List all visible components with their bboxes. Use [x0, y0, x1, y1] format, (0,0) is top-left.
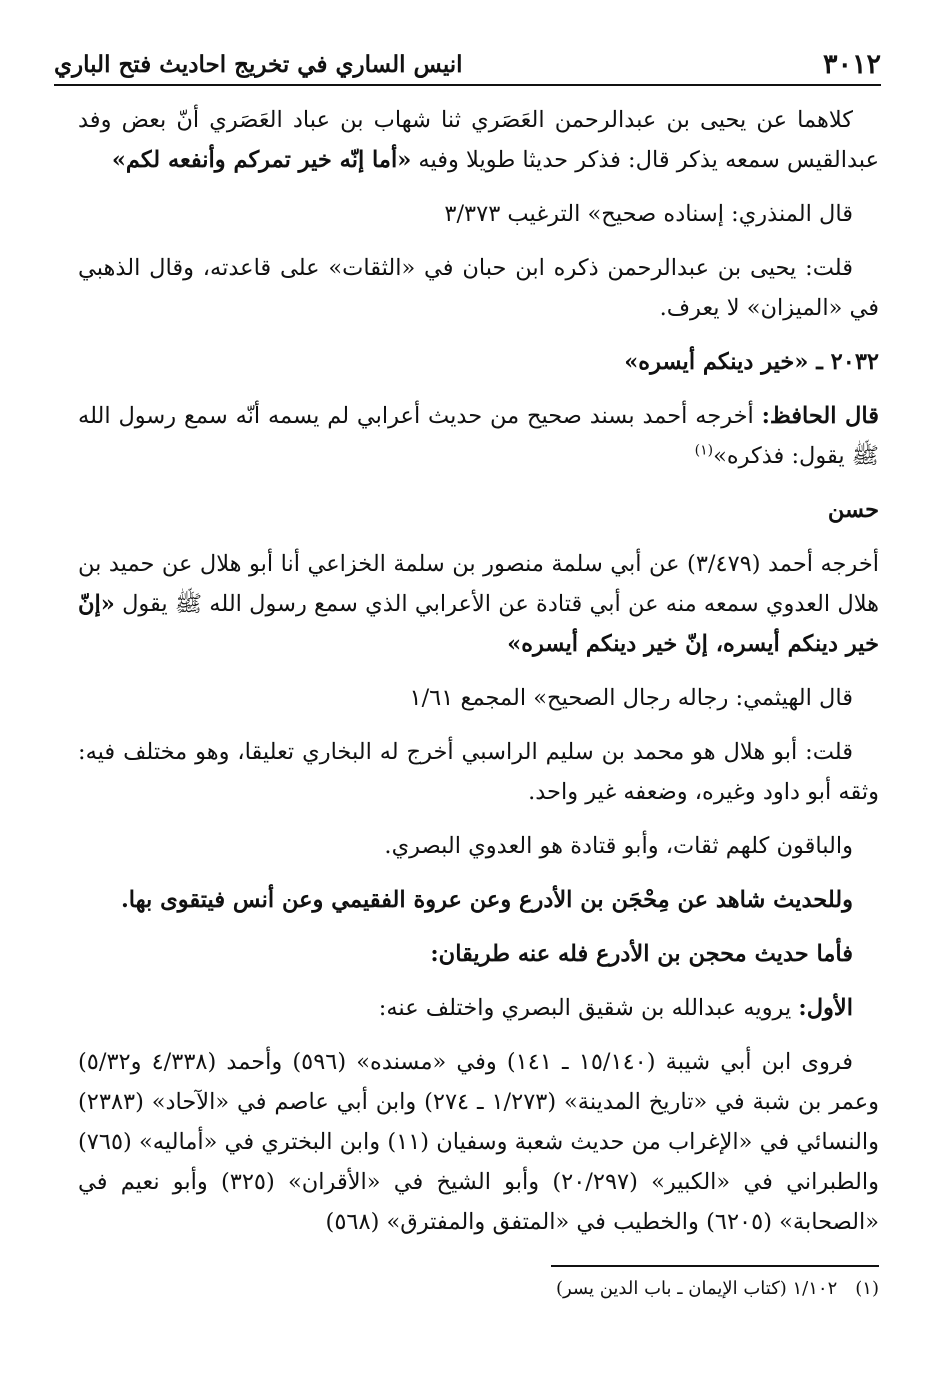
paragraph-12: فأما حديث محجن بن الأدرع فله عنه طريقان: — [430, 941, 853, 967]
paragraph-7 — [78, 544, 879, 664]
paragraph-1-quote: «أما إنّه خير تمركم وأنفعه لكم» — [111, 147, 412, 173]
paragraph-14: فروى ابن أبي شيبة (١٥/١٤٠ ـ ١٤١) وفي «مسنده» (٥٩٦) وأحمد (٤/٣٣٨ و٥/٣٢) وعمر بن شبة في «تاريخ المدينة» (١/٢٧٣ ـ ٢٧٤) وابن أبي عاصم في «الآحاد» (٢٣٨٣) والنسائي في «الإغراب من حديث شعبة وسفيان (١١) وابن البختري في «أماليه» (٧٦٥) والطبراني في «الكبير» (٢٠/٢٩٧) وأبو الشيخ في «الأقران» (٣٢٥) وأبو نعيم في «الصحابة» (٦٢٠٥) والخطيب في «المتفق والمفترق» (٥٦٨) — [78, 1049, 880, 1235]
paragraph-8: قال الهيثمي: رجاله رجال الصحيح» المجمع ١/٦١ — [409, 685, 853, 711]
book-title: انيس الساري في تخريج احاديث فتح الباري — [54, 51, 463, 78]
running-header — [54, 40, 881, 86]
paragraph-1 — [78, 100, 879, 180]
paragraph-13-lead: الأول: — [798, 995, 853, 1021]
footnote-ref: (١) — [694, 442, 714, 459]
paragraph-11: وللحديث شاهد عن مِحْجَن بن الأدرع وعن عروة الفقيمي وعن أنس فيتقوى بها. — [120, 887, 853, 913]
paragraph-13-text: يرويه عبدالله بن شقيق البصري واختلف عنه: — [378, 995, 799, 1021]
footnote-divider — [551, 1265, 879, 1267]
footnote — [78, 1274, 879, 1304]
paragraph-1-text: كلاهما عن يحيى بن عبدالرحمن العَصَري ثنا شهاب بن عباد العَصَري أنّ بعض وفد عبدالقيس سمعه يذكر قال: فذكر حديثا طويلا وفيه — [78, 107, 879, 173]
paragraph-5-text: أخرجه أحمد بسند صحيح من حديث أعرابي لم يسمه أنّه سمع رسول الله ﷺ يقول: فذكره» — [78, 403, 879, 469]
page-number: ٣٠١٢ — [822, 49, 881, 80]
paragraph-13 — [78, 988, 879, 1028]
footnote-number: (١) — [855, 1278, 879, 1299]
paragraph-5 — [78, 396, 879, 476]
paragraph-9: قلت: أبو هلال هو محمد بن سليم الراسبي أخرج له البخاري تعليقا، وهو مختلف فيه: وثقه أبو داود وغيره، وضعفه غير واحد. — [78, 739, 879, 805]
paragraph-5-lead: قال الحافظ: — [761, 403, 879, 429]
hadith-heading: ٢٠٣٢ ـ «خير دينكم أيسره» — [624, 349, 879, 375]
main-text — [78, 100, 879, 1252]
footnote-text: ١/١٠٢ (كتاب الإيمان ـ باب الدين يسر) — [555, 1278, 838, 1299]
paragraph-2: قال المنذري: إسناده صحيح» الترغيب ٣/٣٧٣ — [444, 201, 853, 227]
grade-label: حسن — [827, 497, 879, 523]
paragraph-10: والباقون كلهم ثقات، وأبو قتادة هو العدوي البصري. — [384, 833, 853, 859]
paragraph-7-quote: «إنّ خير دينكم أيسره، إنّ خير دينكم أيسره» — [78, 591, 879, 657]
paragraph-7-text: أخرجه أحمد (٣/٤٧٩) عن أبي سلمة منصور بن سلمة الخزاعي أنا أبو هلال عن حميد بن هلال العدوي سمعه منه عن أبي قتادة عن الأعرابي الذي سمع رسول الله ﷺ يقول — [78, 551, 880, 617]
paragraph-3: قلت: يحيى بن عبدالرحمن ذكره ابن حبان في «الثقات» على قاعدته، وقال الذهبي في «الميزان» لا يعرف. — [78, 255, 879, 321]
